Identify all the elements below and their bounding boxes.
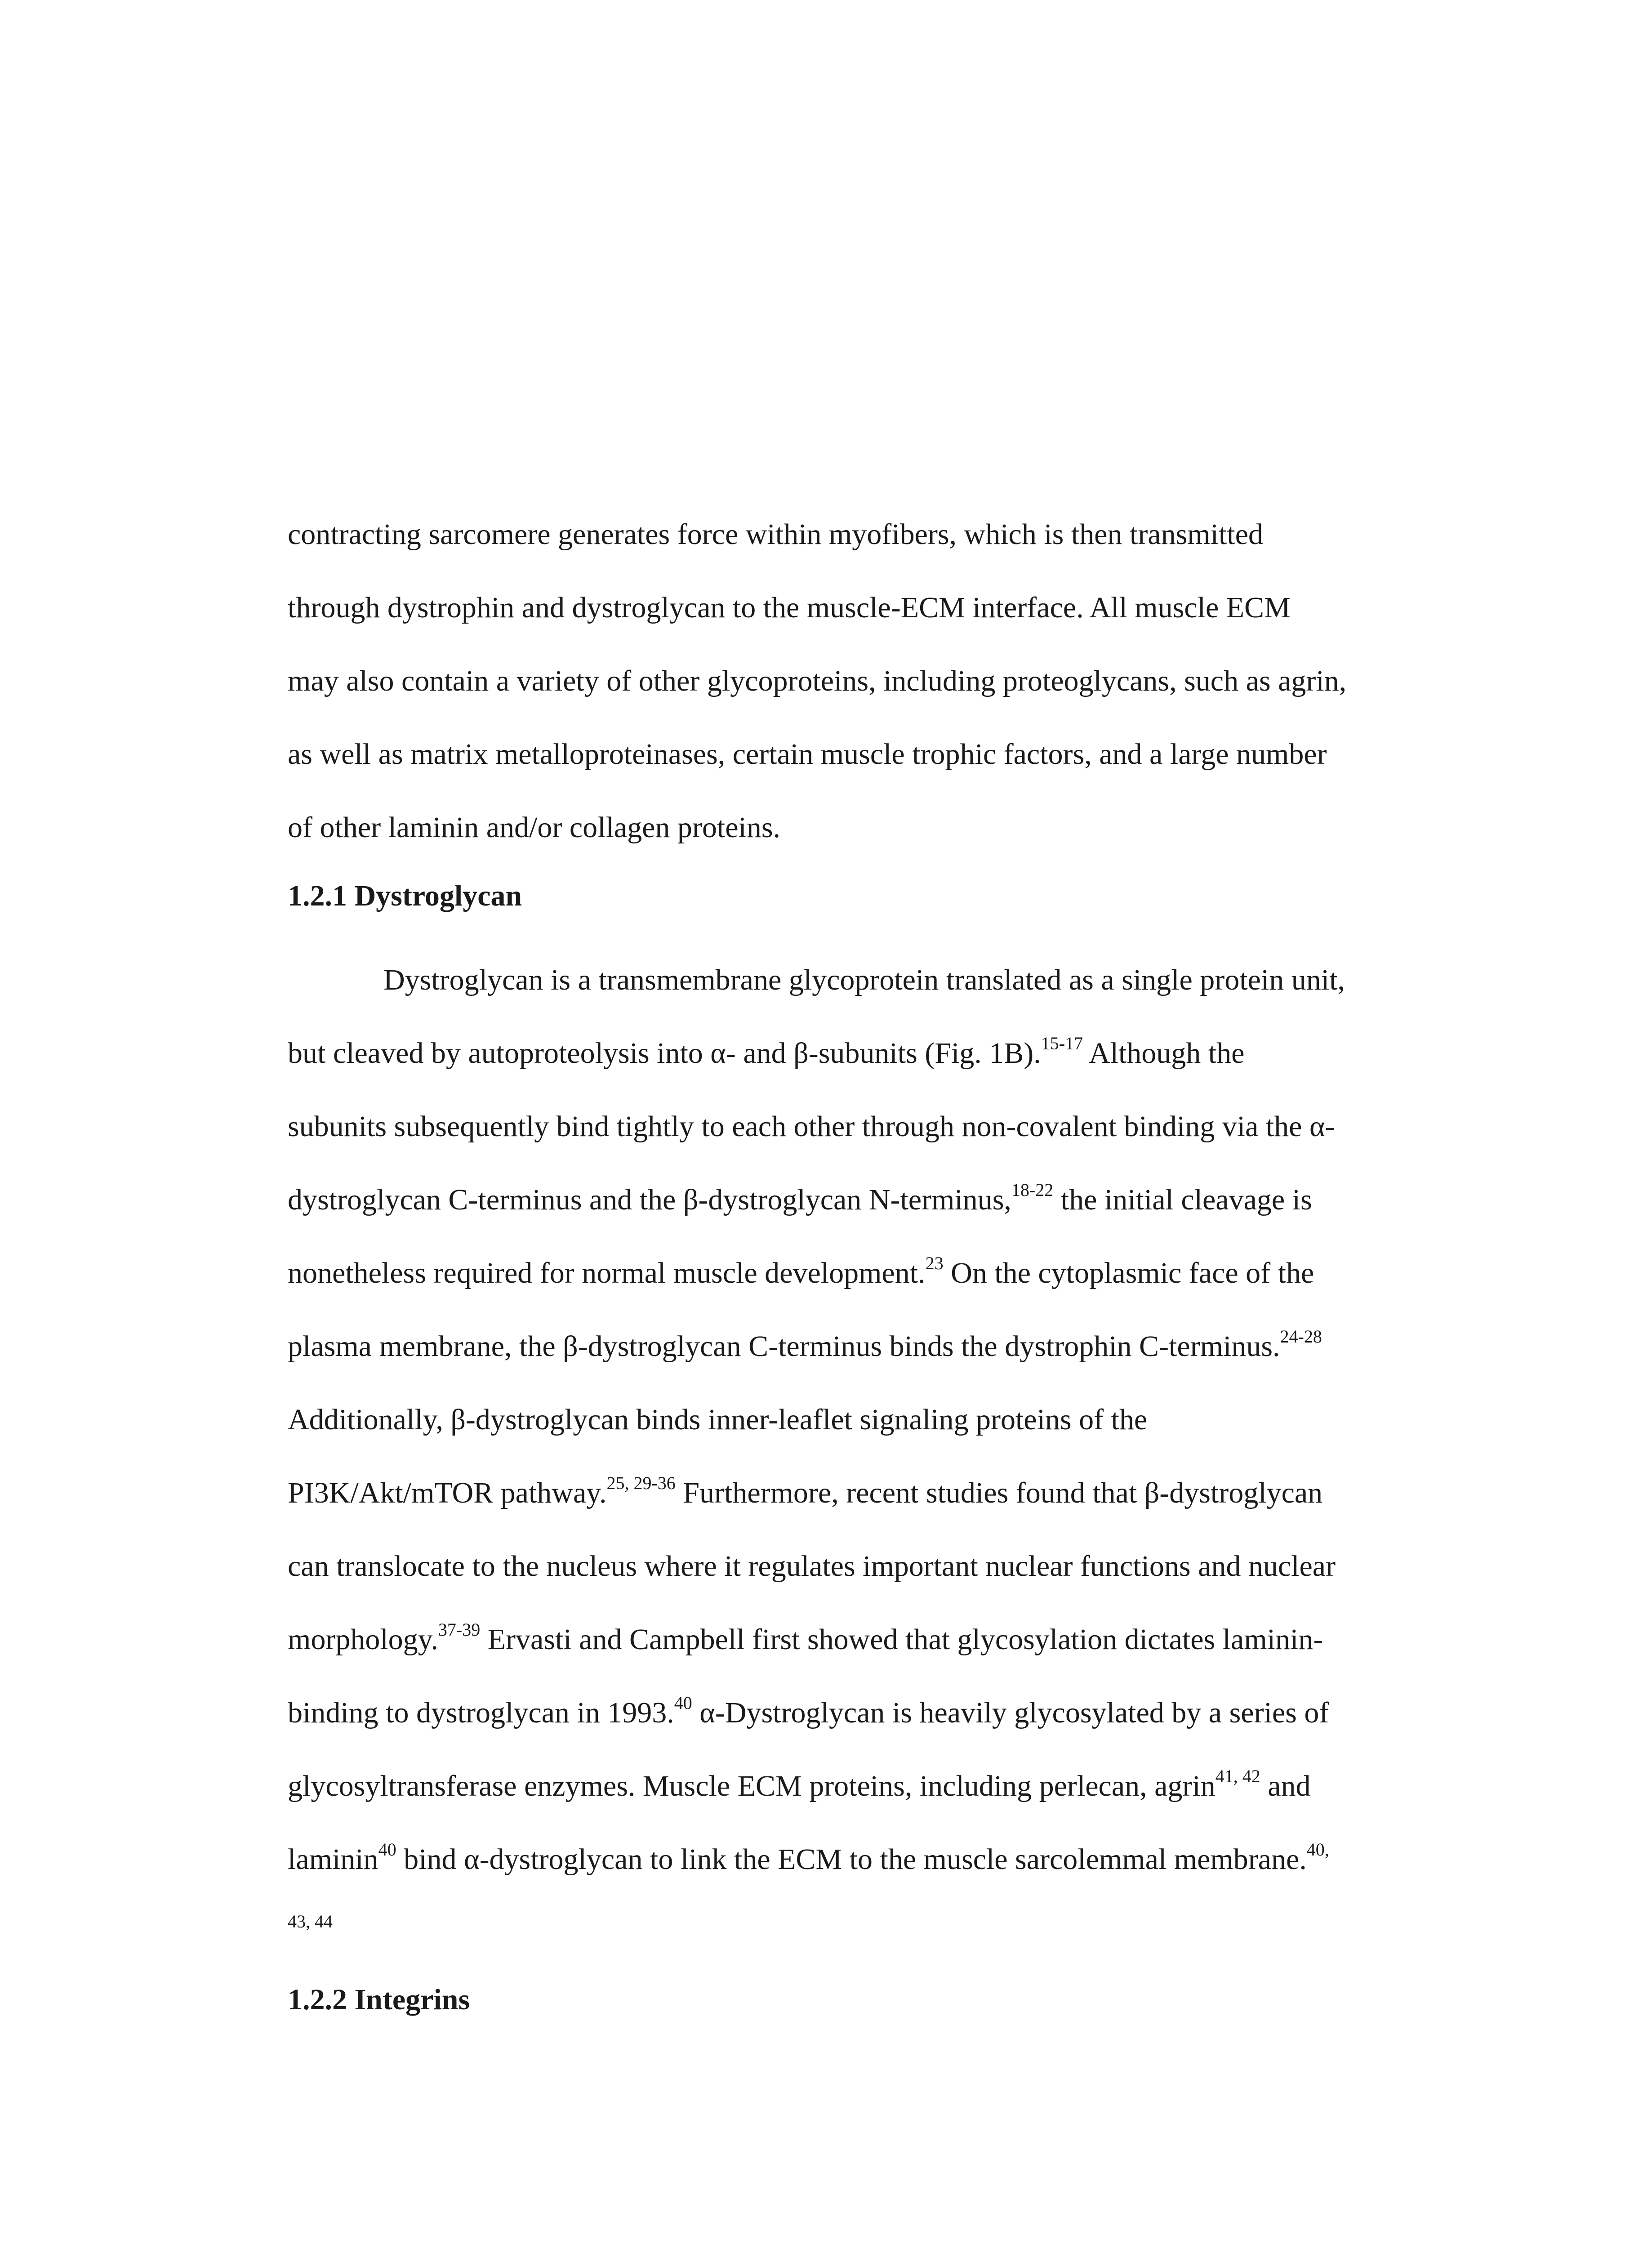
section-heading-dystroglycan: 1.2.1 Dystroglycan [288,879,522,912]
citation-superscript: 25, 29-36 [606,1473,676,1493]
text-line: may also contain a variety of other glycoproteins, including proteoglycans, such as agrin, [288,665,1347,697]
text-line: as well as matrix metalloproteinases, certain muscle trophic factors, and a large number [288,738,1327,771]
text-line: through dystrophin and dystroglycan to the muscle-ECM interface. All muscle ECM [288,591,1291,624]
text-line: of other laminin and/or collagen proteins. [288,811,781,844]
text-line [288,1090,1438,1163]
section-heading-integrins: 1.2.2 Integrins [288,1983,470,2016]
text-line [288,1456,1438,1530]
text-segment: Dystroglycan is a transmembrane glycoprotein translated as a single protein unit, [383,963,1345,996]
text-segment: Additionally, β-dystroglycan binds inner-leaflet signaling proteins of the [288,1403,1148,1436]
dystroglycan-paragraph [288,943,1438,1896]
text-line [288,1017,1438,1090]
citation-superscript: 18-22 [1011,1180,1054,1200]
text-line [288,1530,1438,1603]
text-segment: plasma membrane, the β-dystroglycan C-terminus binds the dystrophin C-terminus. [288,1330,1280,1363]
citation-superscript: 41, 42 [1215,1766,1260,1786]
text-segment: dystroglycan C-terminus and the β-dystroglycan N-terminus, [288,1183,1011,1216]
text-segment: the initial cleavage is [1053,1183,1312,1216]
text-segment: Ervasti and Campbell first showed that glycosylation dictates laminin- [480,1623,1323,1656]
text-segment: Furthermore, recent studies found that β-dystroglycan [675,1476,1323,1509]
trailing-citation: 43, 44 [288,1911,333,1931]
text-line: contracting sarcomere generates force within myofibers, which is then transmitted [288,518,1263,551]
text-segment: α-Dystroglycan is heavily glycosylated by a series of [692,1696,1329,1729]
text-line [288,1749,1438,1823]
citation-superscript: 24-28 [1280,1326,1322,1347]
citation-superscript: 23 [925,1253,944,1273]
text-segment: laminin [288,1843,378,1876]
text-segment: nonetheless required for normal muscle development. [288,1257,926,1289]
text-line [288,1603,1438,1676]
text-segment: subunits subsequently bind tightly to each other through non-covalent binding via the α- [288,1110,1335,1143]
text-line [288,1163,1438,1236]
text-segment: PI3K/Akt/mTOR pathway. [288,1476,607,1509]
text-segment: glycosyltransferase enzymes. Muscle ECM proteins, including perlecan, agrin [288,1770,1216,1802]
text-segment: and [1260,1770,1311,1802]
text-line [288,1236,1438,1310]
intro-paragraph [288,498,1438,864]
citation-superscript: 37-39 [438,1619,481,1640]
text-segment: On the cytoplasmic face of the [943,1257,1314,1289]
text-segment: Although the [1083,1037,1245,1070]
text-segment: bind α-dystroglycan to link the ECM to the muscle sarcolemmal membrane. [396,1843,1307,1876]
citation-superscript: 15-17 [1041,1033,1083,1053]
text-line [288,1823,1438,1896]
text-line [288,943,1438,1017]
text-segment: can translocate to the nucleus where it regulates important nuclear functions and nuclear [288,1550,1336,1583]
text-line [288,1383,1438,1456]
citation-superscript: 40 [674,1693,692,1713]
text-line [288,1676,1438,1749]
citation-superscript: 40, [1306,1839,1329,1860]
text-segment: but cleaved by autoproteolysis into α- and β-subunits (Fig. 1B). [288,1037,1041,1070]
text-segment: binding to dystroglycan in 1993. [288,1696,674,1729]
text-segment: morphology. [288,1623,438,1656]
text-line [288,1310,1438,1383]
citation-superscript: 40 [378,1839,396,1860]
